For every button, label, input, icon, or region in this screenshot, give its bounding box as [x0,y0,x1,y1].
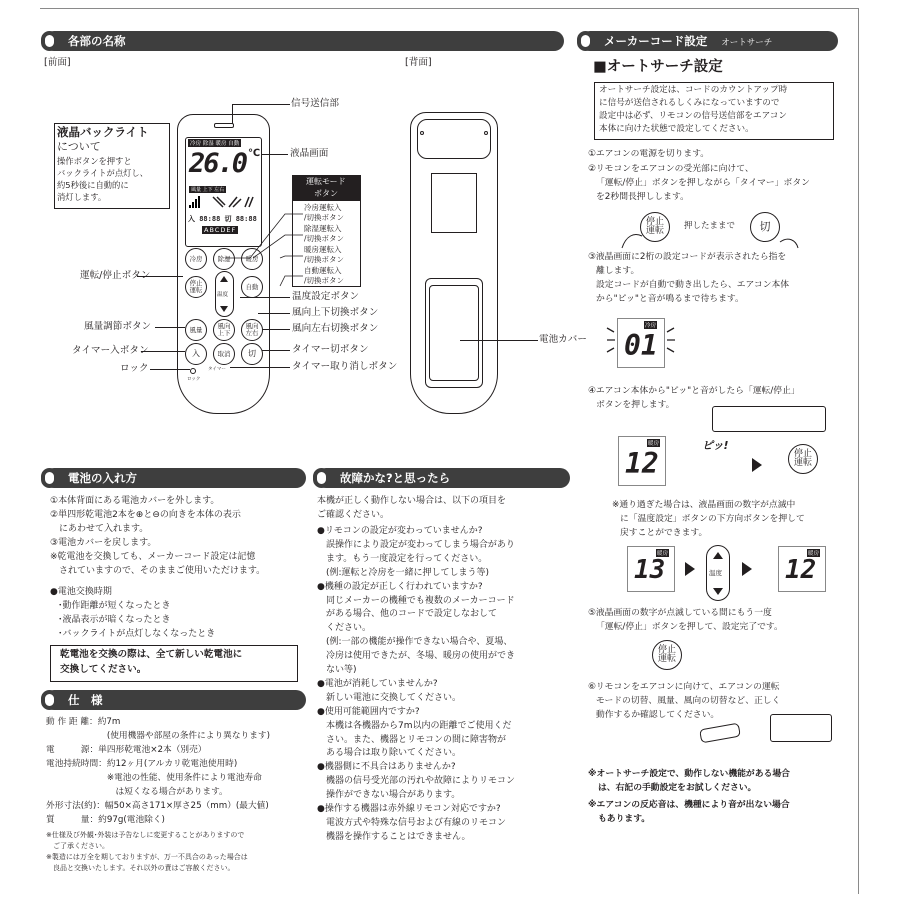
spec-row-6: は短くなる場合があります。 [46,787,228,797]
front-label: [前面] [44,57,71,68]
vane-lr-button[interactable] [241,319,263,341]
vane-ud-label-1: 風向 [217,322,231,331]
battery-line-4: ③電池カバーを戻します。 [50,538,157,548]
spec-row-1: 動 作 距 離：約7m [46,717,121,727]
temp-rocker-label: 温度 [709,569,722,577]
step-5-line-2: 「運転/停止」ボタンを押して、設定完了です。 [596,622,783,632]
lcd-unit: ℃ [248,148,261,159]
trouble-intro-1: 本機が正しく動作しない場合は、以下の項目を [317,496,507,506]
step-2-line-2: 「運転/停止」ボタンを押しながら「タイマー」ボタン [596,178,810,188]
keep-pressing-text: 押したままで [684,221,736,231]
step4-run-button [788,444,818,474]
arrow-right-icon-1 [752,458,762,472]
mode-item-heat-1: 暖房運転入 [304,245,342,254]
lock-caption: ロック [187,377,201,382]
leader-signal [232,104,290,105]
trouble-line: (例:運転と冷房を一緒に押してしまう等) [317,567,490,578]
step-2-line-1: ②リモコンをエアコンの受光部に向けて、 [588,164,754,174]
warn-1-line-2: は、右記の手動設定をお試しください。 [598,783,757,793]
label-timer-off: タイマー切ボタン [292,344,369,355]
finger-icons [620,222,800,252]
battery-when-1: ･動作距離が短くなったとき [58,601,171,611]
trouble-line: ●使用可能範囲内ですか? [317,706,420,717]
leader-vane-lr [262,329,290,330]
lock-icon[interactable] [190,368,196,374]
back-label: [背面] [405,57,432,68]
trouble-line: ます。もう一度設定を行ってください。 [317,553,488,564]
lcd-temp: 26.0 [189,148,247,179]
step-3-line-3: 設定コードが自動で動き出したら、エアコン本体 [596,280,790,290]
battery-when-2: ･液晶表示が暗くなったとき [58,615,171,625]
run-stop-button[interactable] [185,276,207,298]
step-6-line-3: 動作するか確認してください。 [596,710,720,720]
back-screw-right [484,131,488,135]
step-2-line-3: を2秒間長押しします。 [596,192,689,202]
note-line-3: 戻すことができます。 [620,528,708,538]
lcd-mode-tags: 冷房 除湿 暖房 自動 [190,141,240,147]
label-fan: 風量調節ボタン [84,321,152,332]
auto-button[interactable]: 自動 [241,276,263,298]
mode-leader-lines [225,200,305,290]
spec-note-3: ※製造には万全を期しておりますが、万一不具合のあった場合は [46,853,248,861]
leader-vane-ud [258,313,290,314]
trouble-line: 同じメーカーの機種でも複数のメーカーコード [317,595,515,606]
mode-item-cool-2: /切換ボタン [304,213,345,222]
step-3-line-4: から"ピッ"と音が鳴るまで待ちます。 [596,294,744,304]
spec-note-1: ※仕様及び外観･外装は予告なしに変更することがありますので [46,831,245,839]
step2-run-label-1: 停止 [645,216,664,227]
cool-button[interactable]: 冷房 [185,248,207,270]
lcd-code-12b [778,546,826,592]
battery-line-1: ①本体背面にある電池カバーを外します。 [50,496,220,506]
label-signal: 信号送信部 [291,98,339,109]
warn-2-line-1: ※エアコンの反応音は、機種により音が出ない場合 [588,800,790,810]
code-12-digits: 12 [625,447,659,480]
backlight-body-1: 操作ボタンを押すと [57,156,132,166]
battery-line-5: ※乾電池を交換しても、メーカーコード設定は記憶 [50,552,256,562]
step5-run-label-1: 停止 [657,644,676,655]
back-top-panel [417,119,491,159]
spec-note-2: ご了承ください。 [46,842,109,850]
back-screw-left [420,131,424,135]
trouble-line: 本機は各機器から7m以内の距離でご使用くだ [317,720,512,731]
trouble-line: 機器を操作することはできません。 [317,831,471,842]
trouble-line: ●電池が消耗していませんか? [317,678,438,689]
timer-caption: タイマー [208,367,226,372]
backlight-title-2: について [57,140,101,153]
backlight-body-2: バックライトが点灯し、 [57,168,149,178]
mode-item-auto-1: 自動運転入 [304,266,342,275]
temp-label: 温度 [217,292,229,298]
trouble-line: ●機器側に不具合はありませんか? [317,762,456,773]
battery-when-3: ･バックライトが点灯しなくなったとき [58,629,216,639]
remote-hand-icon [699,723,741,744]
step-4-line-1: ④エアコン本体から"ピッ"と音がしたら「運転/停止」 [588,386,800,396]
trouble-line: 冷房は使用できたが、冬場、暖房の使用ができ [317,651,516,662]
lcd-heat-tag-3: 暖房 [808,551,820,557]
timer-cancel-button[interactable]: 取消 [213,343,235,365]
lcd-code-13 [627,546,675,592]
vane-lr-label-1: 風向 [245,322,259,331]
section-header-spec: 仕 様 [44,690,306,710]
step5-run-label-2: 運転 [657,654,676,664]
intro-line-1: オートサーチ設定は、コードのカウントアップ時 [599,85,788,95]
step-4-line-2: ボタンを押します。 [596,400,675,410]
lcd-code-12 [618,436,666,486]
spec-row-2: (使用機器や部屋の条件により異なります) [46,731,270,741]
battery-cover-inner [429,285,479,381]
battery-line-2: ②単四形乾電池2本を⊕と⊖の向きを本体の表示 [50,510,241,520]
warn-2-line-2: もあります。 [598,814,651,824]
back-label-area [431,173,477,233]
blink-rays-1 [605,310,677,376]
trouble-line: 操作ができない場合があります。 [317,790,461,801]
leader-signal-v [232,104,233,124]
autosearch-title: ■オートサーチ設定 [593,59,723,75]
trouble-line: (例:一部の機能が操作できない場合や、夏場、 [317,637,513,648]
aircon-unit-1 [712,406,826,432]
step5-run-button [652,640,682,670]
trouble-line: 新しい電池に交換してください。 [317,692,462,703]
trouble-line: さい。また、機器とリモコンの間に障害物が [317,734,507,745]
lcd-cool-tag: 冷房 [645,323,657,329]
note-line-1: ※通り過ぎた場合は、液晶画面の数字が点滅中 [612,500,796,510]
label-vane-ud: 風向上下切換ボタン [292,307,379,318]
backlight-title-1: 液晶バックライト [57,125,149,139]
vane-ud-button[interactable] [213,319,235,341]
fan-button[interactable]: 風量 [185,319,207,341]
trouble-line: ●機種の設定が正しく行われていますか? [317,581,483,592]
top-rule [40,8,858,9]
warn-1-line-1: ※オートサーチ設定で、動作しない機能がある場合 [588,769,790,779]
run-stop-label-2: 運転 [189,286,203,294]
section-header-parts: 各部の名称 [44,31,564,51]
step-1: ①エアコンの電源を切ります。 [588,149,710,159]
intro-line-3: 設定中は必ず、リモコンの信号送信部をエアコン [599,111,787,121]
mode-box-title-1: 運転モード [306,177,346,186]
temp-rocker-large [706,545,730,601]
leader-fan [155,327,185,328]
backlight-body-3: 約5秒後に自動的に [57,180,129,190]
label-timer-cancel: タイマー取り消しボタン [292,361,398,372]
battery-line-3: にあわせて入れます。 [50,524,149,534]
heat-button[interactable]: 暖房 [241,248,263,270]
code-01-digits: 01 [624,329,658,362]
section-header-maker: メーカーコード設定 オートサーチ [580,31,838,51]
section-header-battery: 電池の入れ方 [44,468,306,488]
step-3-line-2: 離します。 [596,266,640,276]
trouble-line: ある場合は取り除いてください。 [317,748,462,759]
step2-off-button: 切 [750,212,780,242]
trouble-intro-2: ご確認ください。 [317,510,390,520]
timer-on-button[interactable]: 入 [185,343,207,365]
leader-lcd [262,154,288,155]
arrow-right-icon-2 [685,562,695,576]
spec-row-5: ※電池の性能、使用条件により電池寿命 [46,773,262,783]
code-13-digits: 13 [634,555,666,585]
mode-item-auto-2: /切換ボタン [304,276,345,285]
step4-run-label-1: 停止 [793,448,812,459]
aircon-unit-2 [770,714,832,742]
code-12b-digits: 12 [785,555,817,585]
battery-when-title: ●電池交換時期 [50,587,112,597]
trouble-line: 機器の信号受光部の汚れや故障によりリモコン [317,776,516,787]
mode-item-heat-2: /切換ボタン [304,255,345,264]
spec-row-7: 外形寸法(約)：幅50×高さ171×厚さ25（mm）(最大値) [46,801,269,811]
lcd-heat-tag: 暖房 [648,441,660,447]
leader-timer-cancel [230,367,290,368]
mode-box-title-2: ボタン [314,189,338,198]
trouble-line: ください。 [317,623,372,634]
mode-item-dry-2: /切換ボタン [304,234,345,243]
backlight-body-4: 消灯します。 [57,192,107,202]
lcd-time-row: 入 88:88 切 88:88 [188,215,257,223]
leader-lock [150,369,190,370]
right-rule [858,8,859,894]
label-timer-on: タイマー入ボタン [72,345,149,356]
step4-run-label-2: 運転 [793,458,812,468]
label-temp: 温度設定ボタン [292,291,360,302]
leader-timer-off [262,350,290,351]
label-lcd: 液晶画面 [290,148,329,159]
temp-down-icon[interactable] [220,306,228,312]
trouble-line: 電波方式や特殊な信号および有線のリモコン [317,817,507,828]
step-5-line-1: ⑤液晶画面の数字が点滅している間にもう一度 [588,608,772,618]
section-header-trouble: 故障かな?と思ったら [316,468,570,488]
trouble-line: がある場合、他のコードで設定しなおして [317,609,498,620]
temp-up-icon-large [713,552,723,559]
temp-down-icon-large [713,588,723,595]
trouble-line: ●リモコンの設定が変わっていませんか? [317,526,483,536]
trouble-line: ●操作する機器は赤外線リモコン対応ですか? [317,804,501,814]
spec-row-8: 質 量：約97g(電池除く) [46,815,165,825]
step-3-line-1: ③液晶画面に2桁の設定コードが表示されたら指を [588,252,787,262]
remote-back [410,112,498,414]
trouble-line: ない等) [317,665,357,675]
arrow-right-icon-3 [742,562,752,576]
vane-lr-label-2: 左右 [245,329,259,337]
timer-off-button[interactable]: 切 [241,343,263,365]
step-6-line-2: モードの切替、風量、風向の切替など、正しく [596,696,781,706]
mode-item-cool-1: 冷房運転入 [304,203,342,212]
lcd-small-row: 風量 上下 左右 [191,187,225,193]
spec-note-4: 良品と交換いたします。それ以外の責はご容赦ください。 [46,864,235,872]
battery-line-6: されていますので、そのままご使用いただけます。 [50,566,266,576]
step2-run-label-2: 運転 [645,226,664,236]
mode-item-dry-1: 除湿運転入 [304,224,342,233]
lcd-heat-tag-2: 暖房 [657,551,669,557]
maker-sub-label: オートサーチ [721,38,773,48]
label-vane-lr: 風向左右切換ボタン [292,323,379,334]
dry-button[interactable]: 除湿 [213,248,235,270]
battery-warning-2: 交換してください。 [60,664,147,675]
intro-line-4: 本体に向けた状態で設定してください。 [599,124,754,134]
battery-warning-1: 乾電池を交換の際は、全て新しい乾電池に [60,649,243,660]
spec-row-3: 電 源：単四形乾電池×2本（別売） [46,745,207,755]
vane-ud-label-2: 上下 [217,329,231,337]
leader-temp [240,297,290,298]
signal-emitter [214,123,234,128]
label-battery-cover: 電池カバー [539,334,587,345]
label-run-stop: 運転/停止ボタン [80,270,151,281]
label-lock: ロック [120,363,149,374]
leader-battery-cover [460,340,538,341]
lcd-code-row: ABCDEF [204,226,237,234]
spec-row-4: 電池持続時間：約12ヶ月(アルカリ乾電池使用時) [46,759,238,769]
run-stop-label-1: 停止 [189,279,203,288]
note-line-2: に「温度設定」ボタンの下方向ボタンを押して [620,514,805,524]
step-6-line-1: ⑥リモコンをエアコンに向けて、エアコンの運転 [588,682,780,692]
trouble-line: 誤操作により設定が変わってしまう場合があり [317,539,515,550]
pi-sound: ピッ! [702,439,729,452]
intro-line-2: に信号が送信されるしくみになっていますので [599,98,780,108]
